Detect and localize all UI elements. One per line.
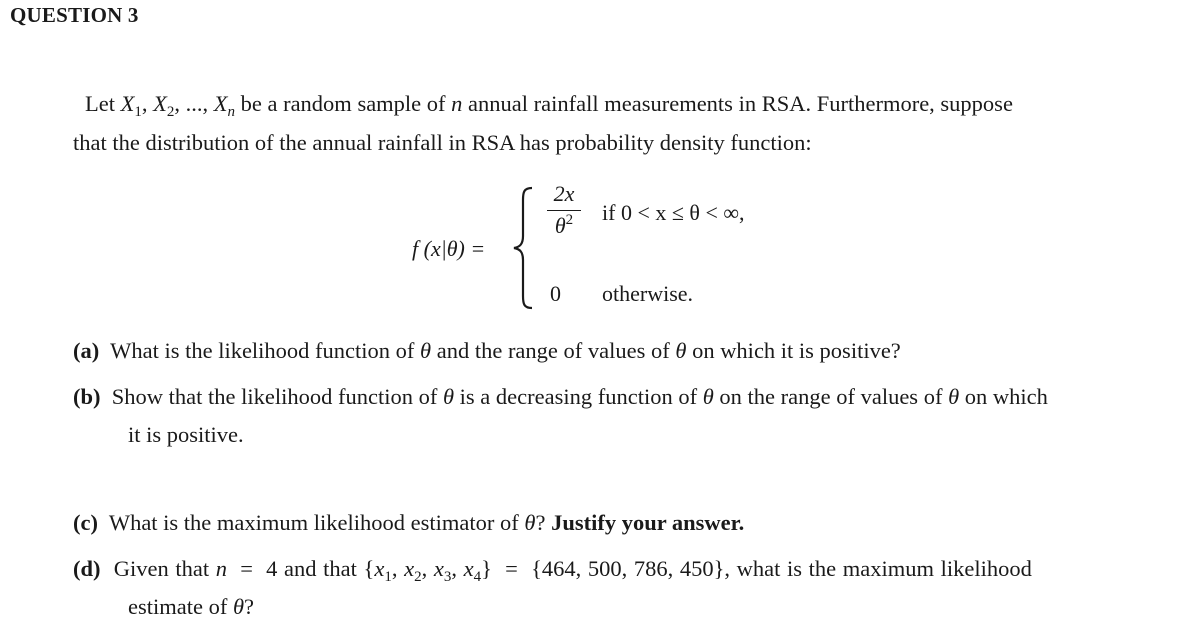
qa-text-1: What is the likelihood function of: [110, 338, 421, 363]
intro-line-1: [85, 91, 1013, 120]
question-d: [73, 556, 1032, 585]
theta-d: θ: [232, 594, 245, 619]
var-xn: $X_n$: [213, 91, 235, 120]
intro-line-2: that the distribution of the annual rainfall in RSA has probability density function:: [73, 130, 812, 155]
qd-line2-end: ?: [244, 594, 255, 619]
qa-text-2: and the range of values of: [431, 338, 676, 363]
case-2-value: 0: [550, 281, 561, 306]
question-d-line-2: [128, 594, 254, 620]
var-x3-d: $x_3$: [433, 556, 452, 585]
qd-text-1: Given that: [113, 556, 216, 581]
var-x2-d: $x_2$: [404, 556, 422, 585]
question-c: [73, 510, 744, 536]
case-1-condition: if 0 < x ≤ θ < ∞,: [602, 200, 745, 225]
intro-text-2: annual rainfall measurements in RSA. Furthermore, suppose: [462, 91, 1013, 116]
label-a: (a): [73, 338, 100, 363]
var-x1-d: $x_1$: [374, 556, 392, 585]
qb-text-1: Show that the likelihood function of: [111, 384, 443, 409]
pdf-lhs: f (x|θ) =: [412, 236, 486, 261]
qc-text-2: ?: [535, 510, 552, 535]
question-b: [73, 384, 1048, 410]
fraction-bar: [547, 210, 581, 211]
qd-line2-text: estimate of: [128, 594, 233, 619]
qb-text-2: is a decreasing function of: [454, 384, 703, 409]
label-d: (d): [73, 556, 101, 581]
comma-d2: ,: [421, 556, 434, 581]
theta-b2: θ: [702, 384, 714, 409]
var-x1: $X_1$: [120, 91, 142, 120]
qc-justify: Justify your answer.: [551, 510, 745, 535]
qa-text-3: on which it is positive?: [686, 338, 901, 363]
question-a: [73, 338, 901, 364]
comma-1: ,: [141, 91, 154, 116]
intro-text-1: be a random sample of: [234, 91, 452, 116]
question-b-line-2: it is positive.: [128, 422, 244, 447]
var-n-d: n: [215, 556, 227, 581]
theta-b1: θ: [442, 384, 455, 409]
comma-d1: ,: [391, 556, 405, 581]
var-x4-d: $x_4$: [463, 556, 482, 585]
qc-text-1: What is the maximum likelihood estimator of: [108, 510, 525, 535]
comma-2: , ...,: [174, 91, 214, 116]
case-2-condition: otherwise.: [602, 281, 694, 306]
theta-b3: θ: [948, 384, 960, 409]
var-x2: $X_2$: [153, 91, 175, 120]
theta-a2: θ: [675, 338, 687, 363]
comma-d3: ,: [451, 556, 464, 581]
theta-a1: θ: [420, 338, 432, 363]
label-b: (b): [73, 384, 101, 409]
fraction-denominator: $\theta^2$: [554, 212, 574, 238]
label-c: (c): [73, 510, 98, 535]
theta-c: θ: [524, 510, 536, 535]
qb-text-4: on which: [959, 384, 1048, 409]
var-n: n: [451, 91, 463, 116]
qb-text-3: on the range of values of: [713, 384, 949, 409]
pdf-fraction: [547, 181, 581, 239]
left-brace: [512, 186, 536, 310]
qd-text-3: } = {464, 500, 786, 450}, what is the maximum likelihood: [481, 556, 1032, 581]
intro-let: Let: [85, 91, 115, 116]
qd-text-2: = 4 and that {: [226, 556, 375, 581]
fraction-numerator: 2x: [553, 181, 575, 206]
question-heading: QUESTION 3: [10, 3, 139, 27]
